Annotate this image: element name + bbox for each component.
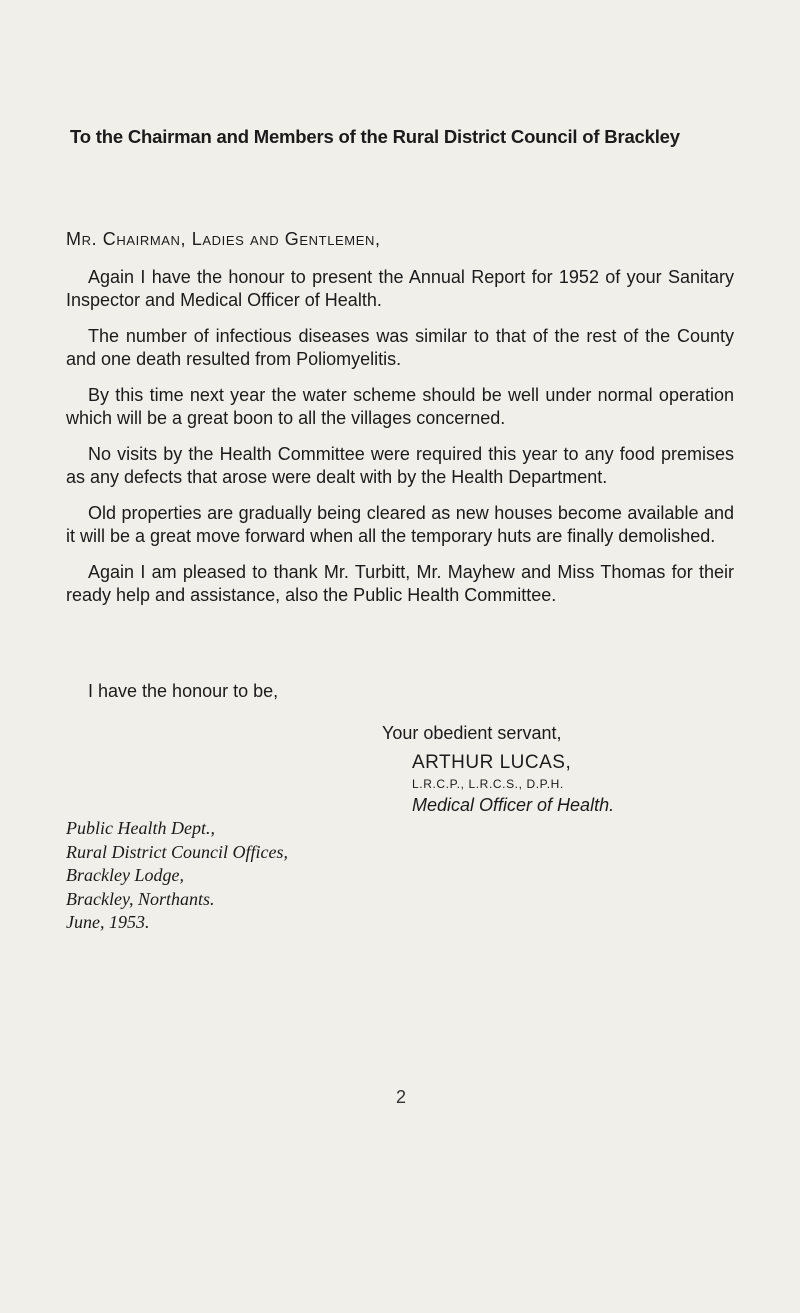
salutation: Mr. Chairman, Ladies and Gentlemen, (66, 229, 381, 249)
signature-name: ARTHUR LUCAS, (412, 752, 572, 773)
signature-servant: Your obedient servant, (382, 723, 562, 743)
signature-role: Medical Officer of Health. (412, 795, 615, 815)
paragraph: Again I have the honour to present the Annual Report for 1952 of your Sanitary Inspector and Medical Officer of Health. (66, 267, 734, 310)
paragraph: Old properties are gradually being cleared as new houses become available and it will be a great move forward when all the temporary huts are finally demolished. (66, 503, 734, 546)
address-line: Brackley, Northants. (66, 888, 215, 909)
paragraph: Again I am pleased to thank Mr. Turbitt, Mr. Mayhew and Miss Thomas for their ready help and assistance, also the Public Health Committee. (66, 562, 734, 605)
paragraph: By this time next year the water scheme should be well under normal operation which will be a great boon to all the villages concerned. (66, 385, 734, 428)
address-line: Rural District Council Offices, (66, 841, 288, 862)
signature-block (382, 723, 614, 816)
signature-qualifications: L.R.C.P., L.R.C.S., D.P.H. (412, 777, 564, 791)
letter-body (66, 266, 734, 620)
address-date: June, 1953. (66, 912, 150, 932)
address-line: Public Health Dept., (66, 818, 215, 838)
page-number: 2 (396, 1087, 407, 1107)
sender-address (66, 817, 288, 935)
closing-line: I have the honour to be, (88, 681, 279, 701)
paragraph: No visits by the Health Committee were required this year to any food premises as any defects that arose were dealt with by the Health Department. (66, 444, 734, 487)
paragraph: The number of infectious diseases was similar to that of the rest of the County and one death resulted from Poliomyelitis. (66, 326, 734, 369)
page-title: To the Chairman and Members of the Rural District Council of Brackley (70, 126, 680, 147)
address-line: Brackley Lodge, (66, 865, 184, 885)
